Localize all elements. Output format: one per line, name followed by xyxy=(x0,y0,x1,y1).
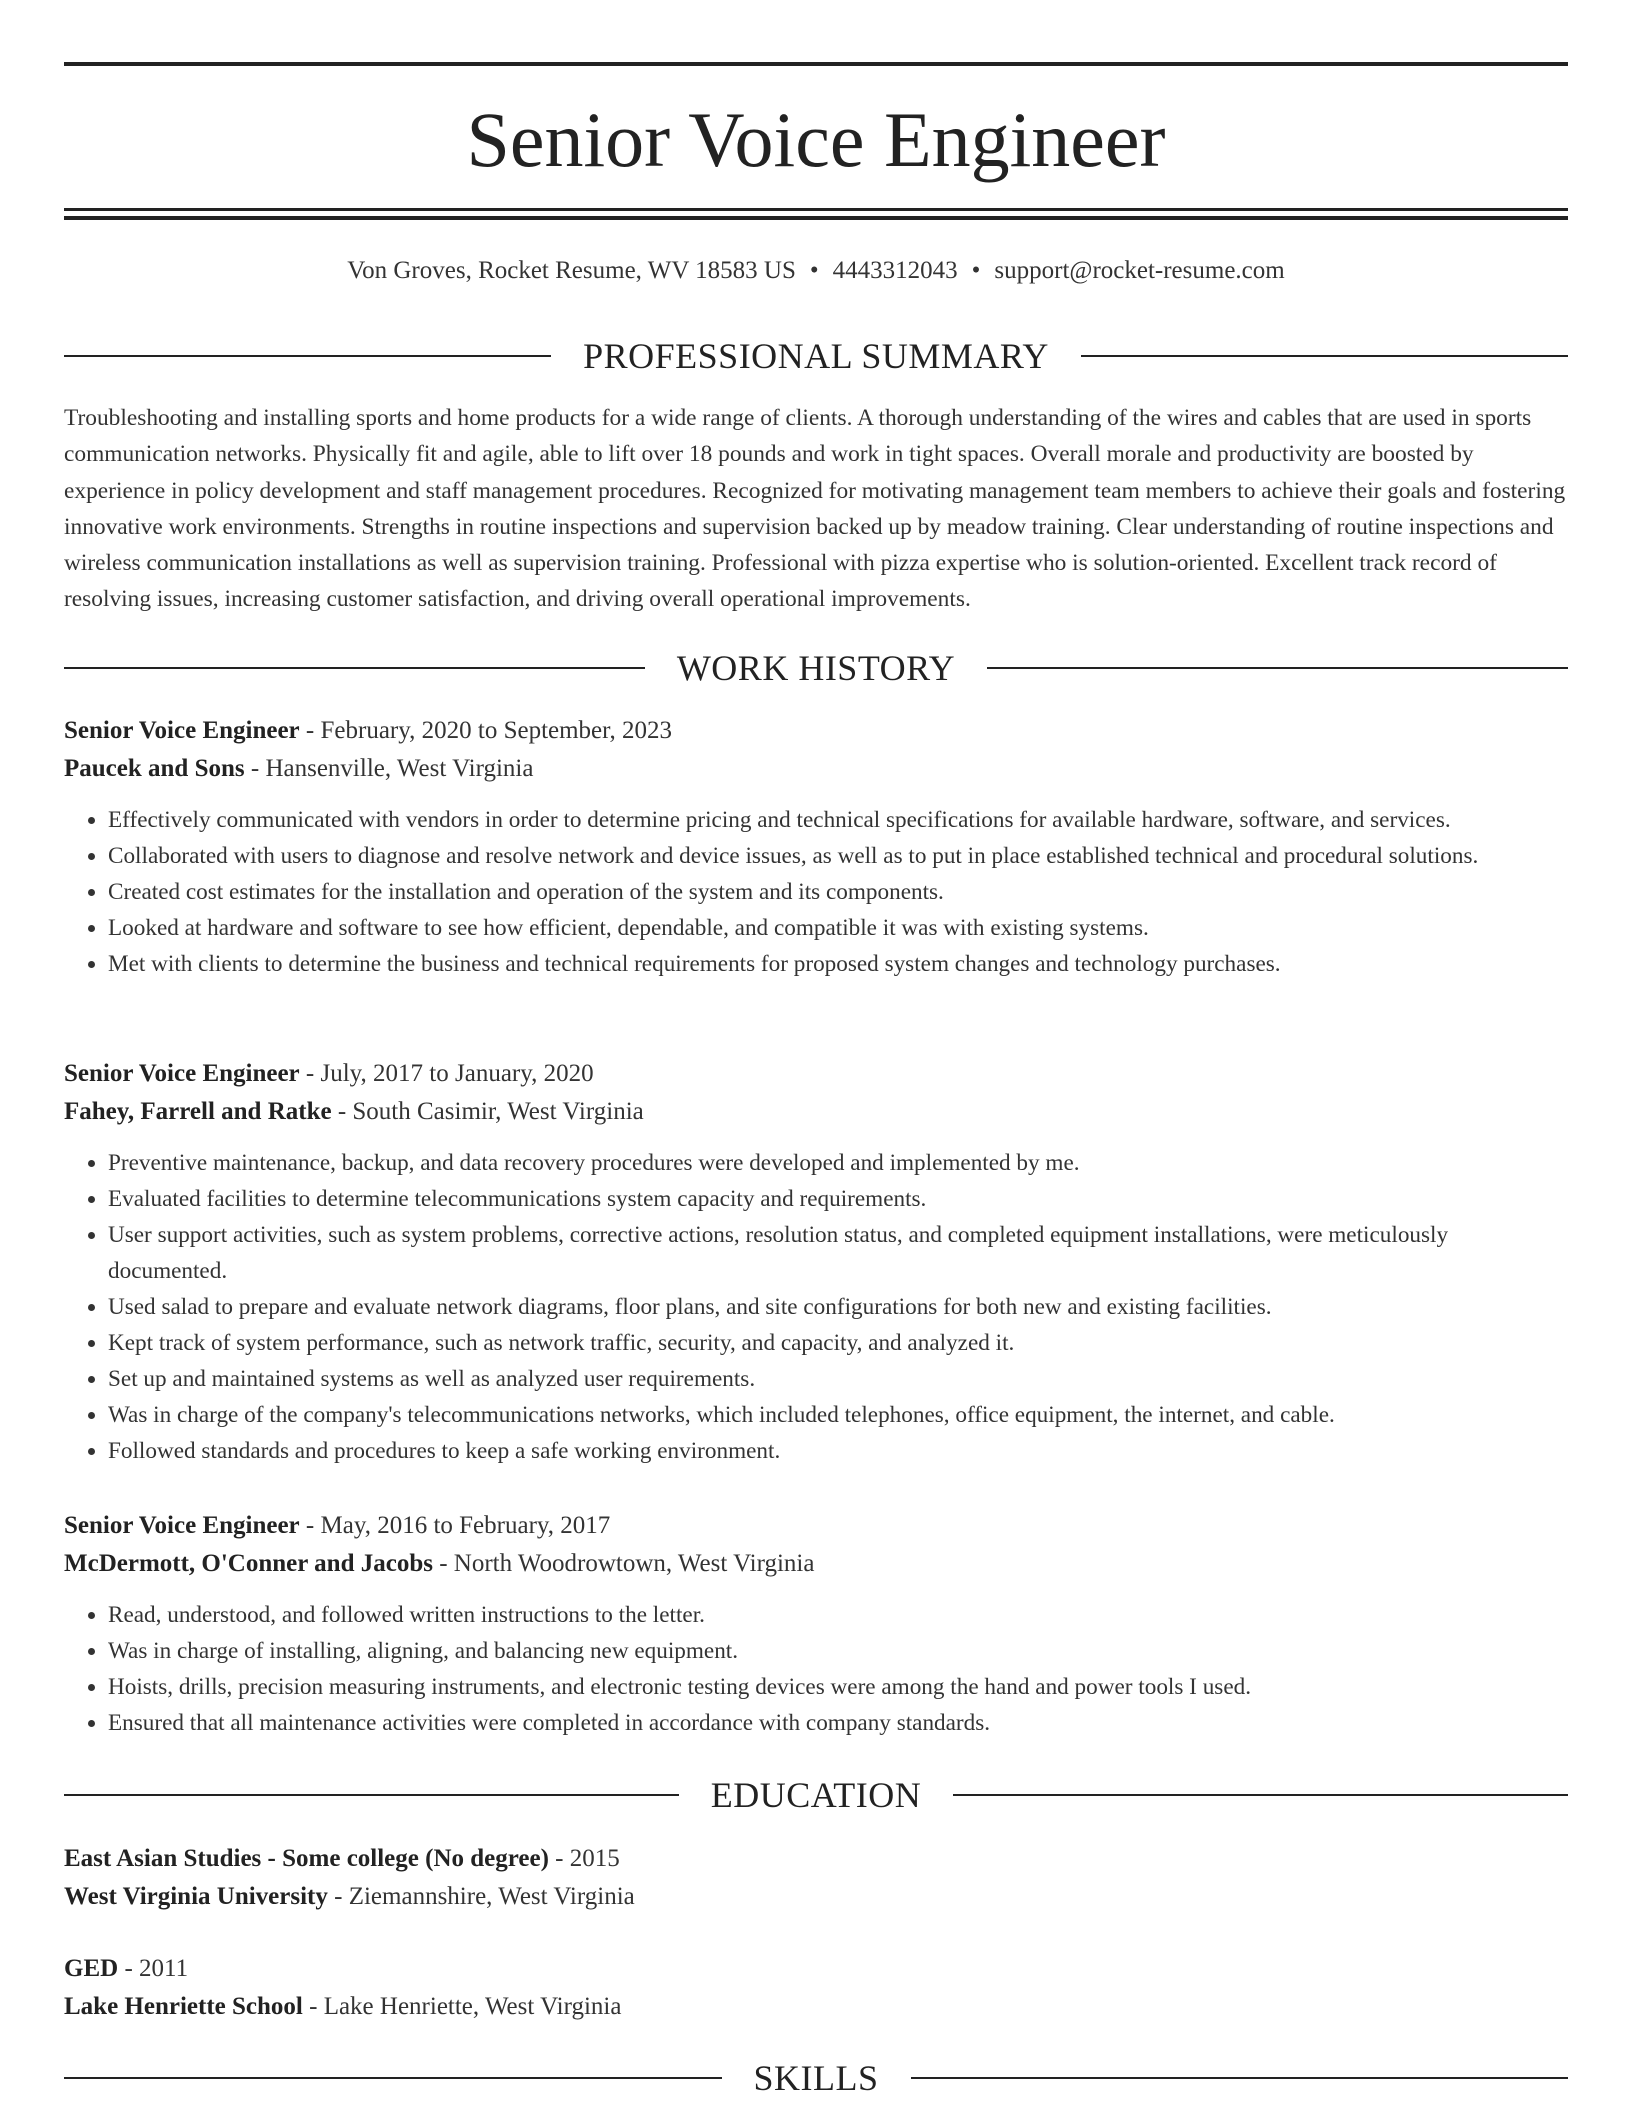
list-item: • Collaborated with users to diagnose and resolve network and device issues, as well as to put in place established technical and procedural solutions. xyxy=(108,838,1568,874)
job-company-line: Paucek and Sons - Hansenville, West Virginia xyxy=(64,755,534,782)
contact-separator: • xyxy=(809,257,819,284)
education-school-line: West Virginia University - Ziemannshire, West Virginia xyxy=(64,1883,635,1910)
job-entry xyxy=(64,1507,1568,1741)
list-item: • Met with clients to determine the business and technical requirements for proposed system changes and technology purchases. xyxy=(108,946,1568,982)
list-item: • Preventive maintenance, backup, and data recovery procedures were developed and implemented by me. xyxy=(108,1145,1568,1181)
title-rule-lower xyxy=(64,216,1568,220)
heading-rule-right xyxy=(987,667,1568,669)
job-bullets xyxy=(64,802,1568,982)
job-company: McDermott, O'Conner and Jacobs xyxy=(64,1550,433,1577)
job-title: Senior Voice Engineer xyxy=(64,717,300,744)
list-item: • Effectively communicated with vendors in order to determine pricing and technical specifications for available hardware, software, and services. xyxy=(108,802,1568,838)
contact-email: support@rocket-resume.com xyxy=(994,257,1285,284)
education-entry xyxy=(64,1950,1568,2026)
job-title: Senior Voice Engineer xyxy=(64,1060,300,1087)
education-degree: GED xyxy=(64,1955,119,1982)
education-school: Lake Henriette School xyxy=(64,1993,303,2020)
job-title-line: Senior Voice Engineer - May, 2016 to February, 2017 xyxy=(64,1512,611,1539)
job-entry xyxy=(64,1055,1568,1469)
job-location: South Casimir, West Virginia xyxy=(352,1098,644,1125)
list-item: • Was in charge of installing, aligning, and balancing new equipment. xyxy=(108,1633,1568,1669)
contact-separator: • xyxy=(971,257,981,284)
job-dates: July, 2017 to January, 2020 xyxy=(320,1060,594,1087)
contact-address: Von Groves, Rocket Resume, WV 18583 US xyxy=(347,257,796,284)
education-location: Lake Henriette, West Virginia xyxy=(323,1993,622,2020)
heading-rule-left xyxy=(64,355,551,357)
job-company: Fahey, Farrell and Ratke xyxy=(64,1098,332,1125)
list-item: • Kept track of system performance, such as network traffic, security, and capacity, and analyzed it. xyxy=(108,1325,1568,1361)
section-heading-label: PROFESSIONAL SUMMARY xyxy=(583,336,1049,376)
job-location: North Woodrowtown, West Virginia xyxy=(453,1550,815,1577)
job-location: Hansenville, West Virginia xyxy=(265,755,534,782)
list-item: • Ensured that all maintenance activities were completed in accordance with company standards. xyxy=(108,1705,1568,1741)
section-heading-label: WORK HISTORY xyxy=(676,648,956,688)
job-title: Senior Voice Engineer xyxy=(64,1512,300,1539)
education-year: 2011 xyxy=(139,1955,189,1982)
education-school: West Virginia University xyxy=(64,1883,328,1910)
heading-rule-left xyxy=(64,667,645,669)
top-rule xyxy=(64,62,1568,66)
resume-title: Senior Voice Engineer xyxy=(466,96,1166,183)
education-entry xyxy=(64,1840,1568,1916)
title-rule-upper xyxy=(64,208,1568,211)
heading-rule-right xyxy=(911,2077,1569,2079)
section-heading-education xyxy=(64,1773,1568,1817)
section-heading-label: SKILLS xyxy=(753,2058,879,2098)
job-bullets xyxy=(64,1145,1568,1469)
heading-rule-left xyxy=(64,2077,722,2079)
list-item: • Looked at hardware and software to see how efficient, dependable, and compatible it was with existing systems. xyxy=(108,910,1568,946)
list-item: • User support activities, such as system problems, corrective actions, resolution status, and completed equipment installations, were meticulously documented. xyxy=(108,1217,1568,1289)
education-year: 2015 xyxy=(569,1845,620,1872)
contact-phone: 4443312043 xyxy=(832,257,958,284)
heading-rule-right xyxy=(1081,355,1568,357)
summary-text: Troubleshooting and installing sports and home products for a wide range of clients. A thorough understanding of the wires and cables that are used in sports communication networks. Physically fit and agile, able to lift over 18 pounds and work in tight spaces. Overall morale and productivity are boosted by experience in policy development and staff management procedures. Recognized for motivating management team members to achieve their goals and fostering innovative work environments. Strengths in routine inspections and supervision backed up by meadow training. Clear understanding of routine inspections and wireless communication installations as well as supervision training. Professional with pizza expertise who is solution-oriented. Excellent track record of resolving issues, increasing customer satisfaction, and driving overall operational improvements. xyxy=(64,405,1566,613)
job-bullets xyxy=(64,1597,1568,1741)
heading-rule-left xyxy=(64,1794,679,1796)
list-item: • Followed standards and procedures to keep a safe working environment. xyxy=(108,1433,1568,1469)
list-item: • Hoists, drills, precision measuring instruments, and electronic testing devices were among the hand and power tools I used. xyxy=(108,1669,1568,1705)
job-dates: February, 2020 to September, 2023 xyxy=(320,717,672,744)
job-title-line: Senior Voice Engineer - July, 2017 to January, 2020 xyxy=(64,1060,594,1087)
heading-rule-right xyxy=(953,1794,1568,1796)
list-item: • Created cost estimates for the installation and operation of the system and its components. xyxy=(108,874,1568,910)
section-heading-skills xyxy=(64,2056,1568,2100)
list-item: • Read, understood, and followed written instructions to the letter. xyxy=(108,1597,1568,1633)
job-company-line: Fahey, Farrell and Ratke - South Casimir, West Virginia xyxy=(64,1098,644,1125)
education-location: Ziemannshire, West Virginia xyxy=(348,1883,635,1910)
list-item: • Was in charge of the company's telecommunications networks, which included telephones, office equipment, the internet, and cable. xyxy=(108,1397,1568,1433)
job-entry xyxy=(64,712,1568,982)
education-school-line: Lake Henriette School - Lake Henriette, West Virginia xyxy=(64,1993,622,2020)
education-degree: East Asian Studies - Some college (No degree) xyxy=(64,1845,549,1872)
section-heading-summary xyxy=(64,334,1568,378)
education-degree-line: East Asian Studies - Some college (No degree) - 2015 xyxy=(64,1845,620,1872)
list-item: • Evaluated facilities to determine telecommunications system capacity and requirements. xyxy=(108,1181,1568,1217)
job-dates: May, 2016 to February, 2017 xyxy=(320,1512,611,1539)
job-company-line: McDermott, O'Conner and Jacobs - North Woodrowtown, West Virginia xyxy=(64,1550,815,1577)
section-heading-work-history xyxy=(64,646,1568,690)
list-item: • Set up and maintained systems as well as analyzed user requirements. xyxy=(108,1361,1568,1397)
section-heading-label: EDUCATION xyxy=(710,1775,922,1815)
list-item: • Used salad to prepare and evaluate network diagrams, floor plans, and site configurations for both new and existing facilities. xyxy=(108,1289,1568,1325)
education-degree-line: GED - 2011 xyxy=(64,1955,189,1982)
job-title-line: Senior Voice Engineer - February, 2020 to September, 2023 xyxy=(64,717,672,744)
contact-line xyxy=(64,254,1568,288)
job-company: Paucek and Sons xyxy=(64,755,245,782)
